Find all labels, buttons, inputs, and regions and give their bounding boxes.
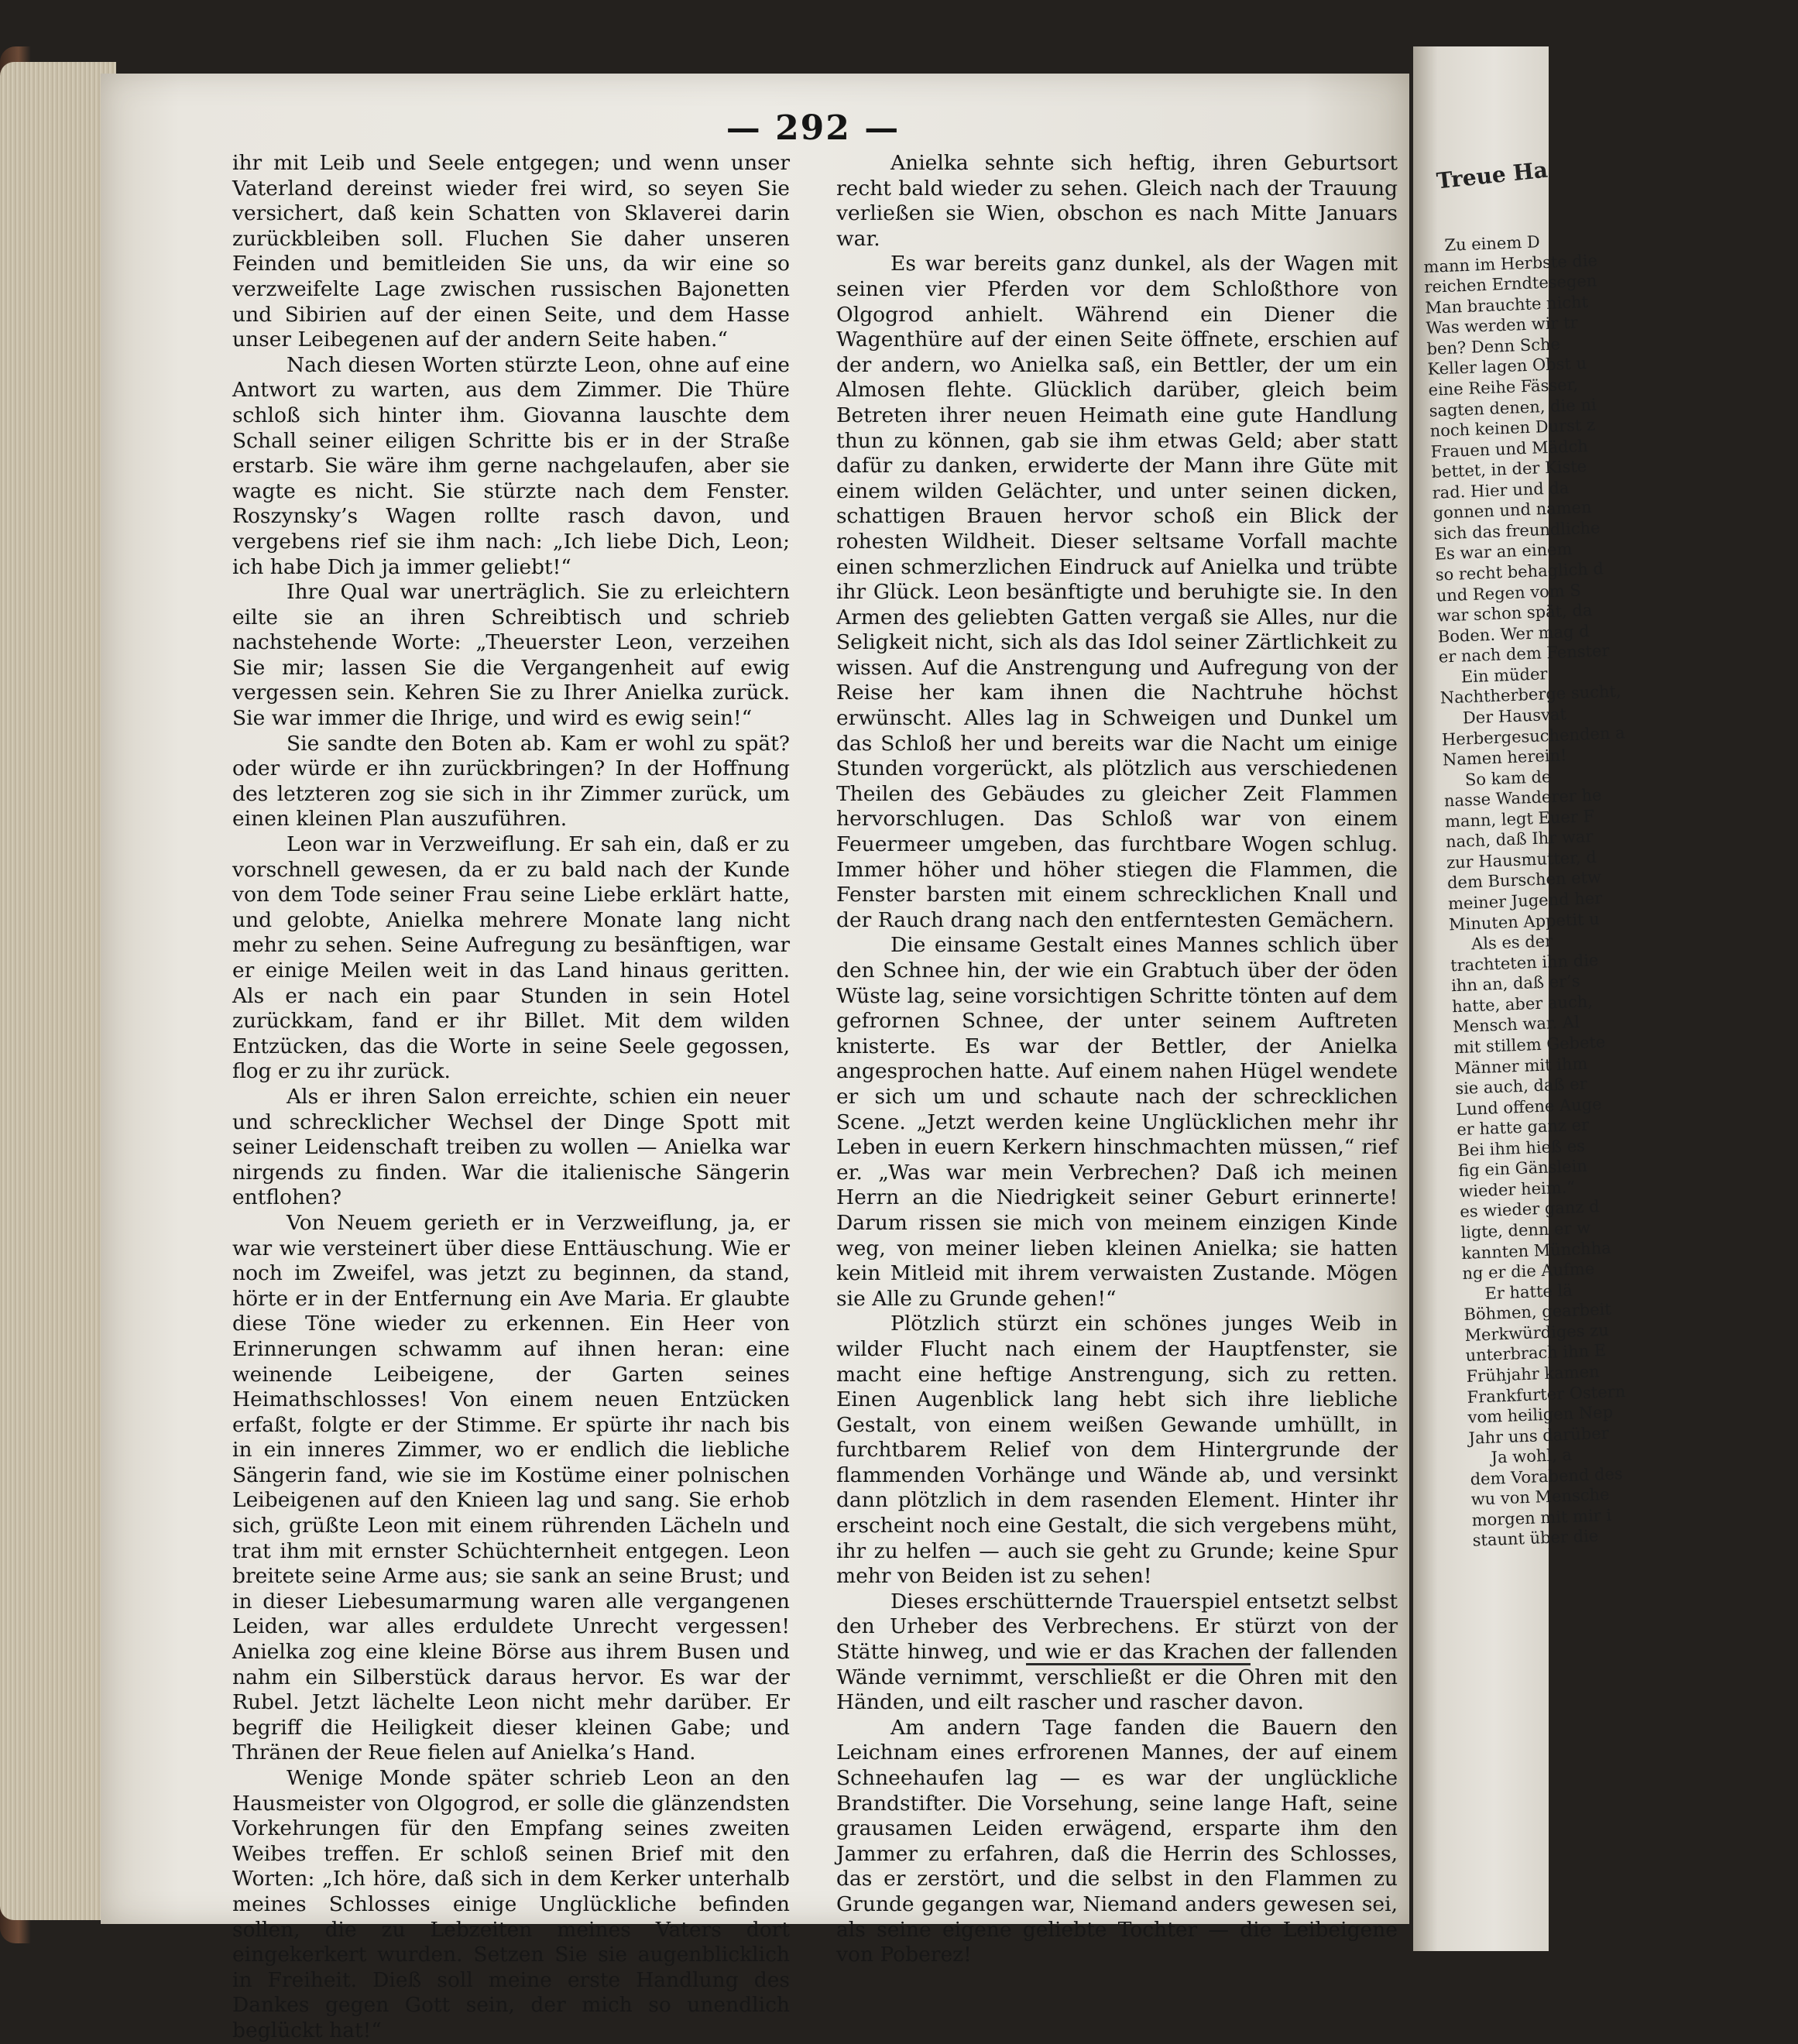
next-page-header: Treue Ha — [1435, 156, 1549, 194]
text-line: morgen mit mir i — [1471, 1505, 1612, 1530]
paragraph: Von Neuem gerieth er in Verzweiflung, ja, er war wie versteinert über diese Enttäuschung. Wie er noch im Zweifel, was jetzt zu beginnen, da stand, hörte er in der Entfernung ein Ave Maria. Er glaubte diese Töne wieder zu erkennen. Ein Heer von Erinnerungen schwamm auf ihnen heran: eine weinende Leibeigene, der Garten seines Heimathschlosses! Von einem neuen Entzücken erfaßt, folgte er der Stimme. Er spürte ihr nach bis in ein inneres Zimmer, wo er endlich die liebliche Sängerin fand, wie sie im Kostüme einer polnischen Leibeigenen auf den Knieen lag und sang. Sie erhob sich, grüßte Leon mit einem rührenden Lächeln und trat ihm mit ernster Schüchternheit entgegen. Leon breitete seine Arme aus; sie sank an seine Brust; und in dieser Liebesumarmung waren alle vergangenen Leiden, war alles erduldete Unrecht vergessen! Anielka zog eine kleine Börse aus ihrem Busen und nahm ein Silberstück daraus hervor. Es war der Rubel. Jetzt lächelte Leon nicht mehr darüber. Er begriff die Heiligkeit dieser kleinen Gabe; und Thränen der Reue fielen auf Anielka’s Hand. — [232, 1210, 790, 1765]
paragraph: Als er ihren Salon erreichte, schien ein neuer und schrecklicher Wechsel der Dinge Spott mit seiner Leidenschaft treiben zu wollen — Anielka war nirgends zu finden. War die italienische Sängerin entflohen? — [232, 1084, 790, 1210]
text-line: zur Hausmutter, d — [1446, 847, 1597, 873]
text-line: er nach dem Fenster — [1438, 641, 1610, 667]
text-line: Er hatte lä — [1484, 1281, 1573, 1303]
page-number: — 292 — — [726, 108, 901, 148]
text-line: fig ein Gänslein — [1457, 1157, 1588, 1181]
paragraph: Die einsame Gestalt eines Mannes schlich über den Schnee hin, der wie ein Grabtuch über der öden Wüste lag, seine vorsichtigen Schritte tönten auf dem gefrornen Schnee, der unter seinem Auftreten knisterte. Es war der Bettler, der Anielka angesprochen hatte. Auf einem nahen Hügel wendete er sich um und schaute nach der schrecklichen Scene. „Jetzt werden keine Unglücklichen mehr ihr Leben in euern Kerkern hinschmachten müssen,“ rief er. „Was war mein Verbrechen? Daß ich meinen Herrn an die Niedrigkeit seiner Geburt erinnerte! Darum rissen sie mich von meinem einzigen Kinde weg, von meiner lieben kleinen Anielka; sie hatten kein Mitleid mit ihrem verwaisten Zustande. Mögen sie Alle zu Grunde gehen!“ — [836, 933, 1398, 1311]
text-line: unterbrach ihn E — [1465, 1341, 1607, 1366]
text-line: Es war an einem — [1434, 540, 1573, 564]
text-line: Als es der — [1470, 931, 1553, 954]
paragraph: Am andern Tage fanden die Bauern den Leichnam eines erfrorenen Mannes, der auf einem Schneehaufen lag — es war der unglückliche Brandstifter. Die Vorsehung, seine lange Haft, seine grausamen Leiden erwägend, ersparte ihm den Jammer zu erfahren, daß die Herrin des Schlosses, das er zerstört, und die selbst in den Flammen zu Grunde gegangen war, Niemand anders gewesen sei, als seine eigene geliebte Tochter — die Leibeigene von Poberez! — [836, 1715, 1398, 1967]
text-line: vom heiligen Nep — [1467, 1402, 1614, 1427]
text-line: wu von Mensche — [1470, 1485, 1610, 1510]
text-line: Ja wohl, a — [1491, 1445, 1573, 1467]
paragraph: Es war bereits ganz dunkel, als der Wagen mit seinen vier Pferden vor dem Schloßthore von Olgogrod anhielt. Während ein Diener die Wagenthüre auf der einen Seite öffnete, erschien auf der andern, wo Anielka saß, ein Bettler, der um ein Almosen flehte. Glücklich darüber, gleich beim Betreten ihrer neuen Heimath eine gute Handlung thun zu können, gab sie ihm etwas Geld; aber statt dafür zu danken, erwiderte der Mann ihre Güte mit einem wilden Gelächter, und unter seinen dicken, schattigen Brauen hervor schoß ein Blick der rohesten Wildheit. Dieser seltsame Vorfall machte einen schmerzlichen Eindruck auf Anielka und trübte ihr Glück. Leon besänftigte und beruhigte sie. In den Armen des geliebten Gatten vergaß sie Alles, nur die Seligkeit nicht, sich als das Idol seiner Zärtlichkeit zu wissen. Auf die Anstrengung und Aufregung von der Reise her kam ihnen die Nachtruhe höchst erwünscht. Alles lag in Schweigen und Dunkel um das Schloß her und bereits war die Nacht um einige Stunden vorgerückt, als plötzlich aus verschiedenen Theilen des Gebäudes zu gleicher Zeit Flammen hervorschlugen. Das Schloß war von einem Feuermeer umgeben, das furchtbare Wogen schlug. Immer höher und höher stiegen die Flammen, die Fenster barsten mit einem schrecklichen Knall und der Rauch drang nach den entferntesten Gemächern. — [836, 252, 1398, 932]
text-line: Lund offene Auge — [1455, 1094, 1602, 1119]
text-line: Zu einem D — [1444, 232, 1541, 255]
text-line: Nachtherberge sucht, — [1439, 681, 1622, 708]
paragraph: Plötzlich stürzt ein schönes junges Weib in wilder Flucht nach einem der Hauptfenster, sie macht eine heftige Anstrengung, sich zu retten. Einen Augenblick lang hebt sich ihre liebliche Gestalt, von einem weißen Gewande umhüllt, in furchtbarem Relief von dem Hintergrunde der flammenden Vorhänge und Wände ab, und versinkt dann plötzlich in dem rasenden Element. Hinter ihr erscheint noch eine Gestalt, die sich vergebens müht, ihr zu helfen — auch sie geht zu Grunde; keine Spur mehr von Beiden ist zu sehen! — [836, 1312, 1398, 1589]
text-line: ng er die Aufme — [1462, 1259, 1595, 1284]
paragraph: Sie sandte den Boten ab. Kam er wohl zu spät? oder würde er ihn zurückbringen? In der Hoffnung des letzteren zog sie sich in ihr Zimmer zurück, um einen kleinen Plan auszuführen. — [232, 731, 790, 832]
text-line: rad. Hier und da — [1432, 478, 1570, 502]
paragraph: Anielka sehnte sich heftig, ihren Geburtsort recht bald wieder zu sehen. Gleich nach der Trauung verließen sie Wien, obschon es nach Mitte Januars war. — [836, 151, 1398, 251]
text-line: eine Reihe Fässer, — [1428, 375, 1579, 400]
text-line: dem Vorabend des — [1470, 1464, 1624, 1489]
text-line: Frühjahr kamen — [1466, 1362, 1600, 1386]
text-line: ben? Denn Sche — [1426, 334, 1561, 358]
text-line: wieder heim.“ — [1458, 1178, 1576, 1201]
paragraph: Leon war in Verzweiflung. Er sah ein, daß er zu vorschnell gewesen, da er zu bald nach der Kunde von dem Tode seiner Frau seine Liebe erklärt hatte, und gelobte, Anielka mehrere Monate lang nicht mehr zu sehen. Seine Aufregung zu besänftigen, war er einige Meilen weit in das Land hinaus geritten. Als er nach ein paar Stunden in sein Hotel zurückkam, fand er ihr Billet. Mit dem wilden Entzücken, das die Worte in seine Seele gegossen, flog er zu ihr zurück. — [232, 832, 790, 1084]
text-line: er hatte ganz er — [1456, 1115, 1590, 1140]
text-line: so recht behaglich d — [1435, 559, 1604, 585]
text-line: Böhmen, gearbeit — [1463, 1299, 1612, 1325]
right-text-column — [836, 151, 1398, 1968]
text-line: kannten Münchha — [1461, 1238, 1612, 1263]
next-page-fragment — [1413, 46, 1626, 1951]
text-line: ligte, denn er w — [1460, 1218, 1591, 1243]
text-line: Der Hausvat — [1462, 705, 1567, 728]
text-line: gonnen und namen — [1433, 498, 1592, 523]
text-line: Namen herein! — [1442, 746, 1567, 770]
text-line: Mensch war. Al — [1452, 1013, 1580, 1037]
text-line: sagten denen, die ni — [1429, 395, 1597, 420]
text-line: Frankfurter Ostern — [1467, 1381, 1626, 1407]
text-line: Boden. Wer mag d — [1437, 621, 1590, 646]
text-line: Männer mit ihm — [1453, 1054, 1588, 1078]
paragraph: ihr mit Leib und Seele entgegen; und wenn unser Vaterland dereinst wieder frei wird, so seyen Sie versichert, daß kein Schatten von Sklaverei darin zurückbleiben soll. Fluchen Sie daher unseren Feinden und bemitleiden Sie uns, da wir eine so verzweifelte Lage zwischen russischen Bajonetten und Sibirien auf der einen Seite, und dem Hasse unser Leibegenen auf der andern Seite haben.“ — [232, 151, 790, 352]
text-line: es wieder ganz d — [1459, 1197, 1601, 1222]
text-line: Frauen und Mädch — [1430, 436, 1589, 461]
text-line: Bei ihm hieß es — [1457, 1136, 1586, 1160]
text-line: Minuten Appetit u — [1448, 909, 1601, 934]
text-line: mann, legt Euer F — [1444, 806, 1595, 832]
text-line: So kam de — [1464, 766, 1552, 790]
text-line: Herbergesuchenden a — [1441, 722, 1625, 749]
text-line: ihn an, daß er’s — [1450, 972, 1580, 996]
left-text-column — [232, 151, 790, 2044]
text-line: meiner Jugend her — [1447, 888, 1603, 914]
text-line: nasse Wanderer he — [1443, 785, 1602, 811]
text-line: trachteten ihn die — [1450, 950, 1599, 975]
next-page-text — [1422, 224, 1798, 1552]
text-line: sie auch, daß er — [1454, 1074, 1588, 1099]
text-line: dem Burschen etw — [1446, 868, 1602, 893]
text-line: noch keinen Durst z — [1429, 415, 1596, 441]
paragraph: Ihre Qual war unerträglich. Sie zu erleichtern eilte sie an ihren Schreibtisch und schrieb nachstehende Worte: „Theuerster Leon, verzeihen Sie mir; lassen Sie die Vergangenheit auf ewig vergessen sein. Kehren Sie zu Ihrer Anielka zurück. Sie war immer die Ihrige, und wird es ewig sein!“ — [232, 580, 790, 731]
text-line: und Regen vom S — [1436, 581, 1582, 605]
text-line: war schon spät, da — [1436, 601, 1593, 626]
text-line: Ein müder — [1460, 664, 1548, 687]
text-line: hatte, aber auch, — [1451, 992, 1594, 1017]
text-line: reichen Erndtesegen — [1424, 271, 1597, 297]
paragraph: Nach diesen Worten stürzte Leon, ohne auf eine Antwort zu warten, aus dem Zimmer. Die Thüre schloß sich hinter ihm. Giovanna lauschte dem Schall seiner eiligen Schritte bis er in der Straße erstarb. Sie wäre ihm gerne nachgelaufen, aber sie wagte es nicht. Sie stürzte nach dem Fenster. Roszynsky’s Wagen rollte rasch davon, und vergebens rief sie ihm nach: „Ich liebe Dich, Leon; ich habe Dich ja immer geliebt!“ — [232, 352, 790, 579]
paragraph: Wenige Monde später schrieb Leon an den Hausmeister von Olgogrod, er solle die glänzendsten Vorkehrungen für den Empfang seines zweiten Weibes treffen. Er schloß seinen Brief mit den Worten: „Ich höre, daß sich in dem Kerker unterhalb meines Schlosses einige Unglückliche befinden sollen, die zu Lebzeiten meines Vaters dort eingekerkert wurden. Setzen Sie sie augenblicklich in Freiheit. Dieß soll meine erste Handlung des Dankes gegen Gott sein, der mich so unendlich beglückt hat!“ — [232, 1766, 790, 2042]
text-line: Keller lagen Obst u — [1427, 354, 1587, 379]
text-line: nach, daß Ihr war — [1445, 827, 1594, 852]
end-of-story-rule — [1026, 1663, 1251, 1665]
paragraph: Dieses erschütternde Trauerspiel entsetzt selbst den Urheber des Verbrechens. Er stürzt von der Stätte hinweg, und wie er das Krachen der fallenden Wände vernimmt, verschließt er die Ohren mit den Händen, und eilt rascher und rascher davon. — [836, 1589, 1398, 1715]
text-line: Was werden wir tr — [1426, 313, 1579, 338]
text-line: Merkwürdiges zu — [1464, 1320, 1610, 1345]
page-block-edge — [0, 62, 116, 1920]
text-line: Man brauchte nicht — [1425, 292, 1589, 317]
text-line: staunt über die — [1472, 1526, 1599, 1551]
text-line: bettet, in der Kiste — [1431, 457, 1587, 482]
text-line: mit stillem Gebete — [1453, 1032, 1606, 1058]
text-line: Jahr uns darüber — [1468, 1423, 1610, 1448]
text-line: mann im Herbste die — [1423, 250, 1598, 276]
text-line: sich das freundliche — [1433, 518, 1601, 544]
